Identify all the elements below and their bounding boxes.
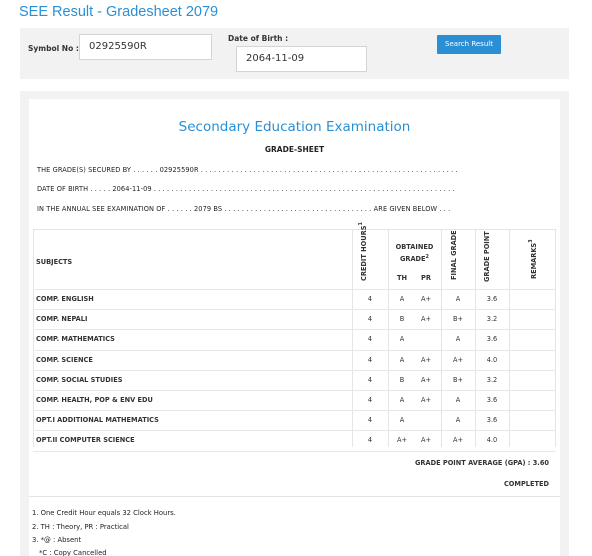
secured-by-line: THE GRADE(S) SECURED BY . . . . . . 02925590R . . . . . . . . . . . . . . . . . . . . . . . . . . . . . . . . . . . . . . . . . . . . . . . . . . . . . . . . . . .: [37, 166, 458, 174]
gradesheet-container: [20, 91, 569, 556]
cell-gp: 3.6: [486, 335, 498, 344]
cell-credit: 4: [367, 396, 373, 404]
cell-pr: A+: [420, 355, 432, 364]
cell-th: B: [399, 315, 405, 324]
gradesheet: [29, 99, 560, 556]
row-divider: [33, 410, 556, 411]
cell-pr: A+: [420, 295, 432, 303]
cell-pr: A+: [420, 396, 432, 404]
grade-table-top-border: [33, 229, 556, 230]
cell-final: B+: [452, 375, 464, 384]
gpa-summary: GRADE POINT AVERAGE (GPA) : 3.60: [415, 459, 549, 467]
header-grade-point: GRADE POINT: [483, 231, 491, 282]
cell-final: A: [455, 335, 461, 344]
cell-gp: 3.2: [486, 315, 498, 324]
cell-th: A: [399, 416, 405, 425]
row-divider: [33, 451, 556, 452]
date-of-birth-line: DATE OF BIRTH . . . . . 2064-11-09 . . . . . . . . . . . . . . . . . . . . . . . . . . . . . . . . . . . . . . . . . . . . . . . . . . . . . . . . . . . . . . . . . . . . .: [37, 185, 455, 193]
footer-divider: [29, 496, 560, 497]
note-credit-hour: 1. One Credit Hour equals 32 Clock Hours.: [32, 509, 176, 517]
cell-th: A: [399, 355, 405, 364]
cell-final: A+: [452, 355, 464, 364]
header-obtained-grade: OBTAINED GRADE$^2$: [395, 243, 434, 263]
cell-credit: 4: [367, 436, 373, 445]
row-divider: [33, 329, 556, 330]
subject-name: COMP. ENGLISH: [36, 295, 94, 303]
cell-pr: A+: [420, 375, 432, 384]
gradesheet-subtitle: GRADE-SHEET: [264, 145, 325, 154]
subject-name: COMP. HEALTH, POP & ENV EDU: [36, 396, 153, 404]
subject-name: OPT.II COMPUTER SCIENCE: [36, 436, 135, 445]
exam-title: Secondary Education Examination: [178, 119, 411, 135]
row-divider: [33, 430, 556, 431]
cell-credit: 4: [367, 295, 373, 303]
cell-final: A+: [452, 436, 464, 445]
search-panel: [20, 28, 569, 79]
cell-final: A: [455, 295, 461, 303]
page-title: SEE Result - Gradesheet 2079: [19, 4, 219, 20]
note-copy-cancelled: *C : Copy Cancelled: [39, 549, 107, 556]
cell-credit: 4: [367, 355, 373, 364]
cell-pr: A+: [420, 436, 432, 445]
row-divider: [33, 309, 556, 310]
subject-name: COMP. SCIENCE: [36, 355, 93, 364]
row-divider: [33, 370, 556, 371]
symbol-number-input[interactable]: 02925590R: [79, 34, 212, 60]
subject-name: COMP. SOCIAL STUDIES: [36, 375, 123, 384]
cell-final: A: [455, 396, 461, 404]
cell-gp: 3.6: [486, 416, 498, 425]
subject-name: COMP. NEPALI: [36, 315, 88, 324]
cell-final: B+: [452, 315, 464, 324]
table-border: [352, 229, 353, 447]
note-th-pr: 2. TH : Theory, PR : Practical: [32, 523, 129, 531]
date-of-birth-label: Date of Birth :: [228, 34, 289, 43]
cell-gp: 3.6: [486, 396, 498, 404]
row-divider: [33, 350, 556, 351]
result-status: COMPLETED: [503, 480, 549, 488]
table-border: [441, 229, 442, 447]
header-final-grade: FINAL GRADE: [450, 230, 458, 280]
exam-year-line: IN THE ANNUAL SEE EXAMINATION OF . . . . . . 2079 BS . . . . . . . . . . . . . . . . . . . . . . . . . . . . . . . . . . ARE GIVEN BELOW . . .: [37, 205, 451, 213]
row-divider: [33, 289, 556, 290]
cell-final: A: [455, 416, 461, 425]
cell-credit: 4: [367, 315, 373, 324]
table-border: [555, 229, 556, 447]
cell-credit: 4: [367, 375, 373, 384]
subject-name: COMP. MATHEMATICS: [36, 335, 115, 344]
cell-th: A: [399, 396, 405, 404]
header-remarks: REMARKS$^3$: [528, 239, 539, 279]
cell-credit: 4: [367, 416, 373, 425]
search-result-button[interactable]: Search Result: [437, 35, 501, 54]
header-th: TH: [396, 274, 408, 282]
row-divider: [33, 390, 556, 391]
header-subjects: SUBJECTS: [36, 258, 73, 266]
cell-gp: 3.6: [486, 295, 498, 303]
subject-name: OPT.I ADDITIONAL MATHEMATICS: [36, 416, 159, 425]
cell-th: B: [399, 375, 405, 384]
note-absent: 3. *@ : Absent: [32, 536, 82, 544]
cell-gp: 3.2: [486, 375, 498, 384]
table-border: [33, 229, 34, 447]
cell-th: A+: [396, 436, 408, 445]
cell-gp: 4.0: [486, 436, 498, 445]
header-credit-hours: CREDIT HOURS$^1$: [358, 222, 369, 281]
header-pr: PR: [421, 274, 431, 282]
cell-gp: 4.0: [486, 355, 498, 364]
date-of-birth-input[interactable]: 2064-11-09: [236, 46, 367, 72]
cell-pr: A+: [420, 315, 432, 324]
table-border: [509, 229, 510, 447]
symbol-number-label: Symbol No :: [28, 44, 79, 53]
cell-credit: 4: [367, 335, 373, 344]
cell-th: A: [399, 335, 405, 344]
cell-th: A: [399, 295, 405, 303]
table-border: [475, 229, 476, 447]
